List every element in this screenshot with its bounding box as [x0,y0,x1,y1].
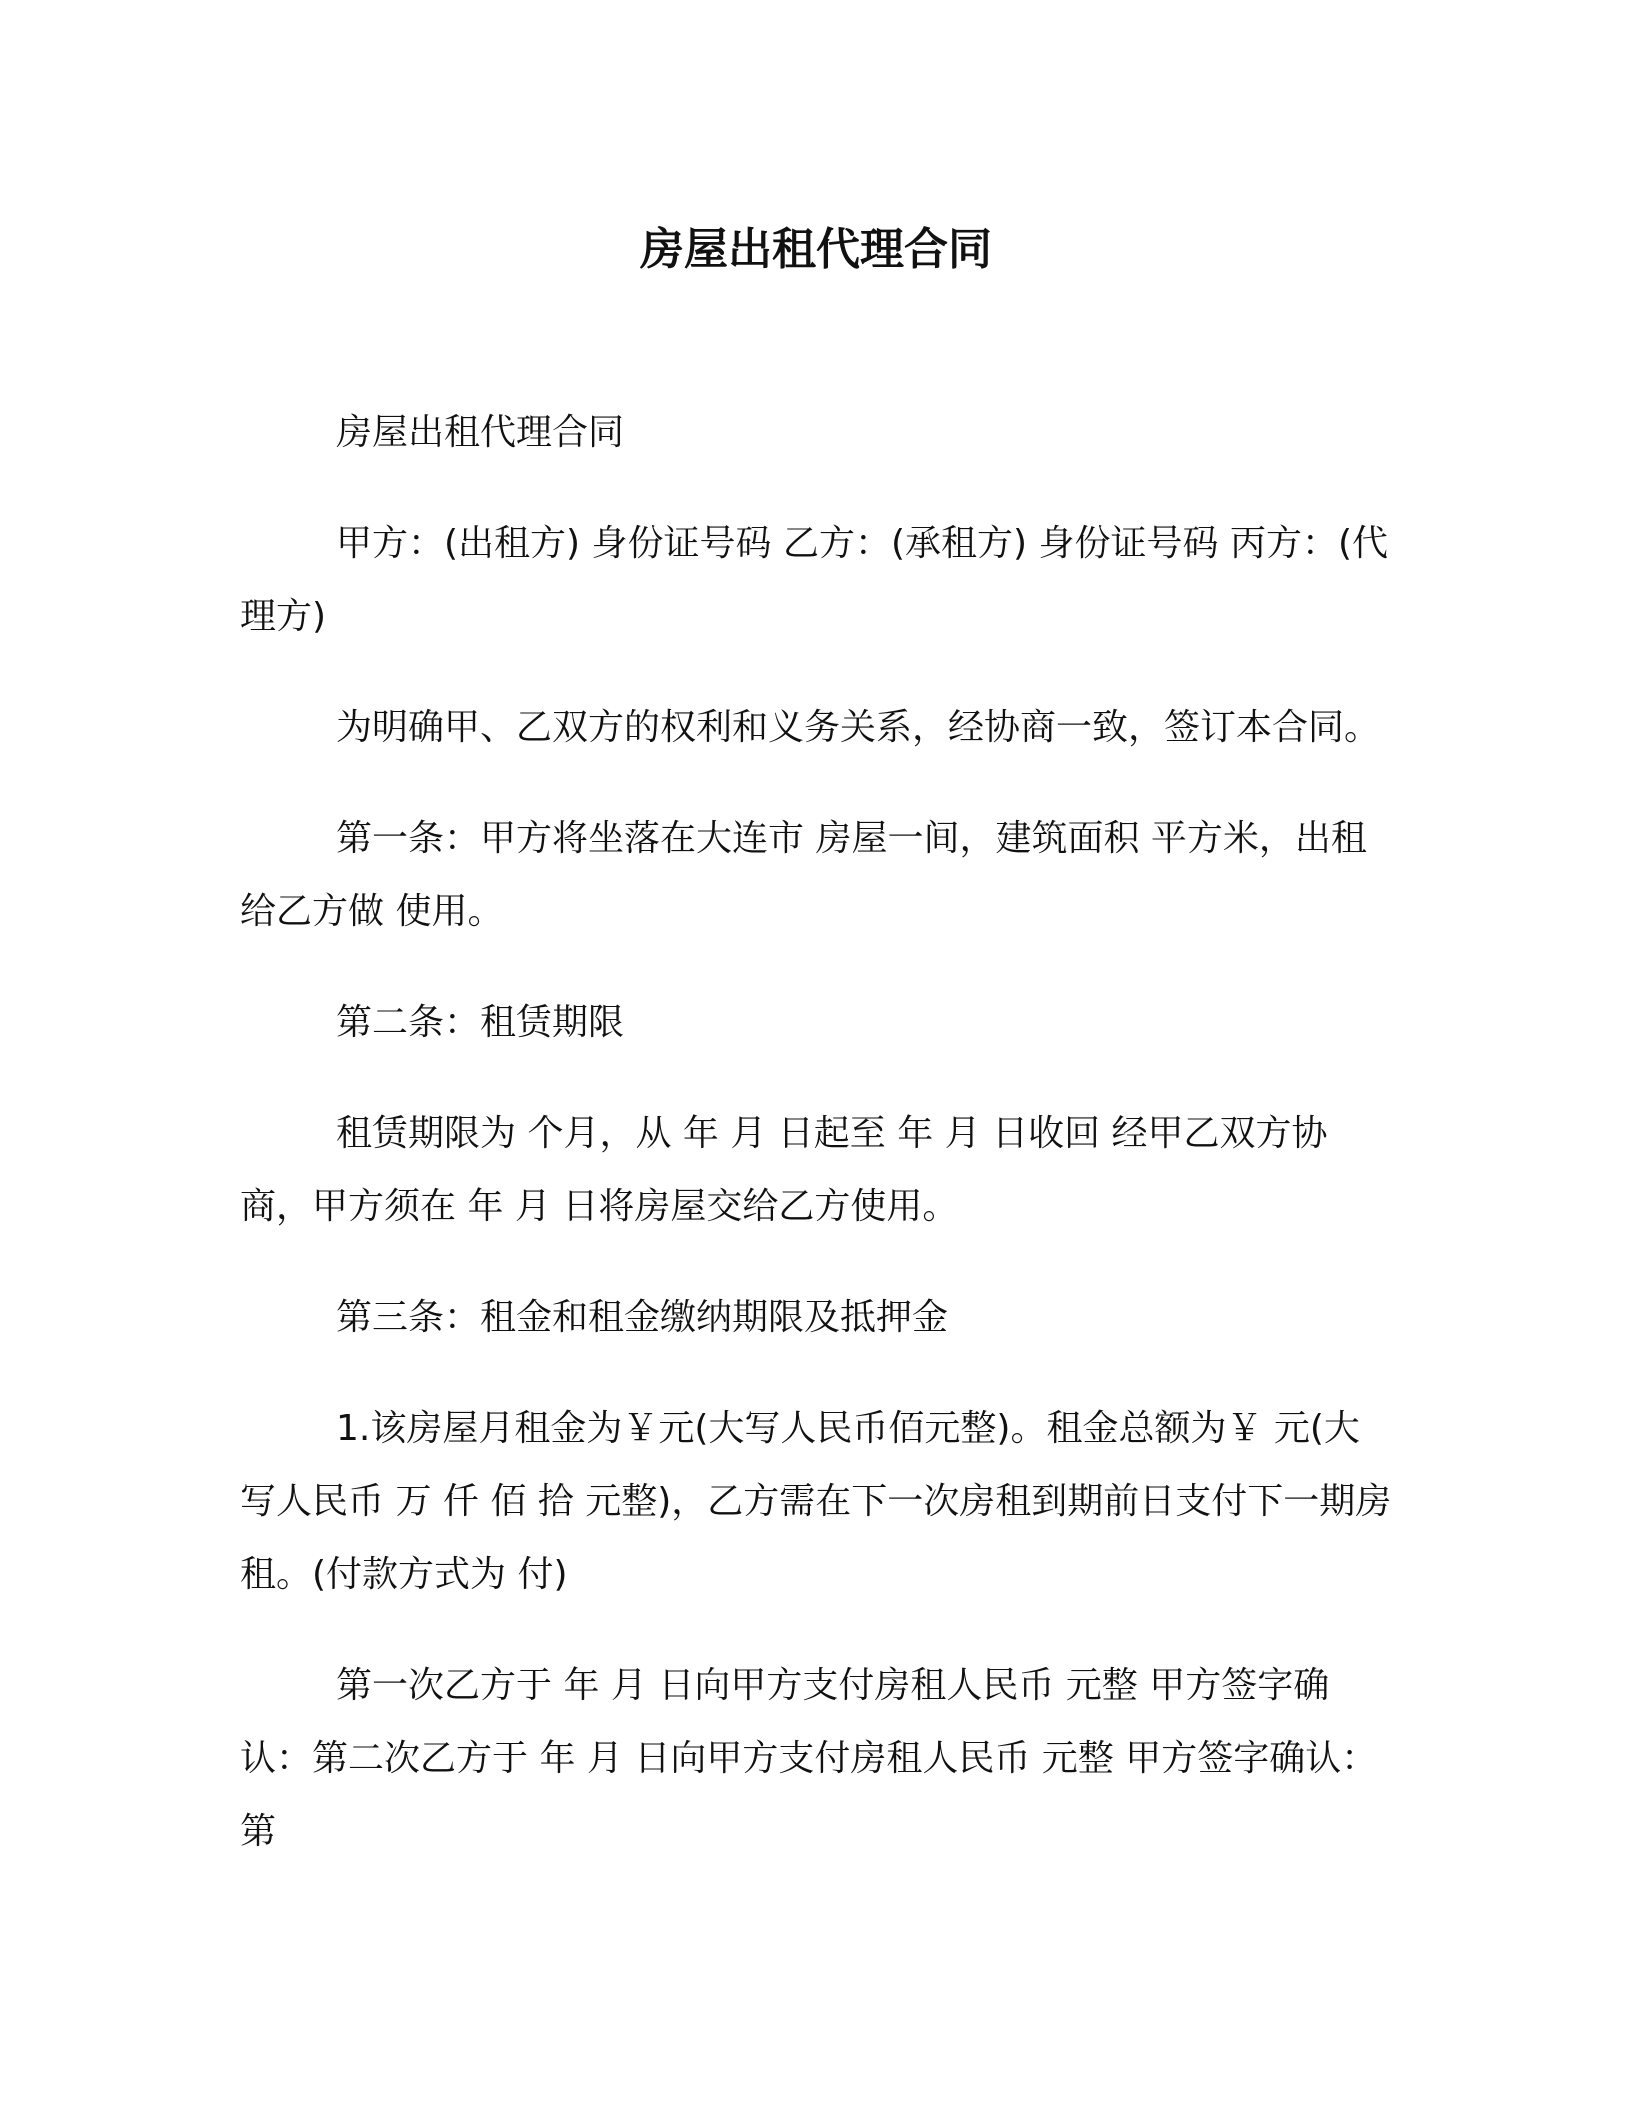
document-body [240,396,1392,1906]
paragraph-article-2-heading: 第二条：租赁期限 [336,1002,625,1043]
paragraph-rent-amount: 1.该房屋月租金为￥元(大写人民币佰元整)。租金总额为￥ 元(大写人民币 万 仟 佰 拾 元整)，乙方需在下一次房租到期前日支付下一期房租。(付款方式为 付) [240,1408,1392,1595]
paragraph-article-3-heading: 第三条：租金和租金缴纳期限及抵押金 [336,1297,949,1338]
paragraph-article-1: 第一条：甲方将坐落在大连市 房屋一间，建筑面积 平方米，出租给乙方做 使用。 [240,818,1367,932]
paragraph-heading: 房屋出租代理合同 [336,412,625,453]
document-title: 房屋出租代理合同 [640,224,992,275]
paragraph-payment-records: 第一次乙方于 年 月 日向甲方支付房租人民币 元整 甲方签字确认：第二次乙方于 年 月 日向甲方支付房租人民币 元整 甲方签字确认： 第 [240,1665,1378,1852]
paragraph-parties: 甲方：(出租方) 身份证号码 乙方：(承租方) 身份证号码 丙方：(代理方) [240,523,1388,637]
paragraph-lease-term: 租赁期限为 个月，从 年 月 日起至 年 月 日收回 经甲乙双方协商，甲方须在 年 月 日将房屋交给乙方使用。 [240,1113,1328,1227]
paragraph-purpose: 为明确甲、乙双方的权利和义务关系，经协商一致，签订本合同。 [336,707,1381,748]
